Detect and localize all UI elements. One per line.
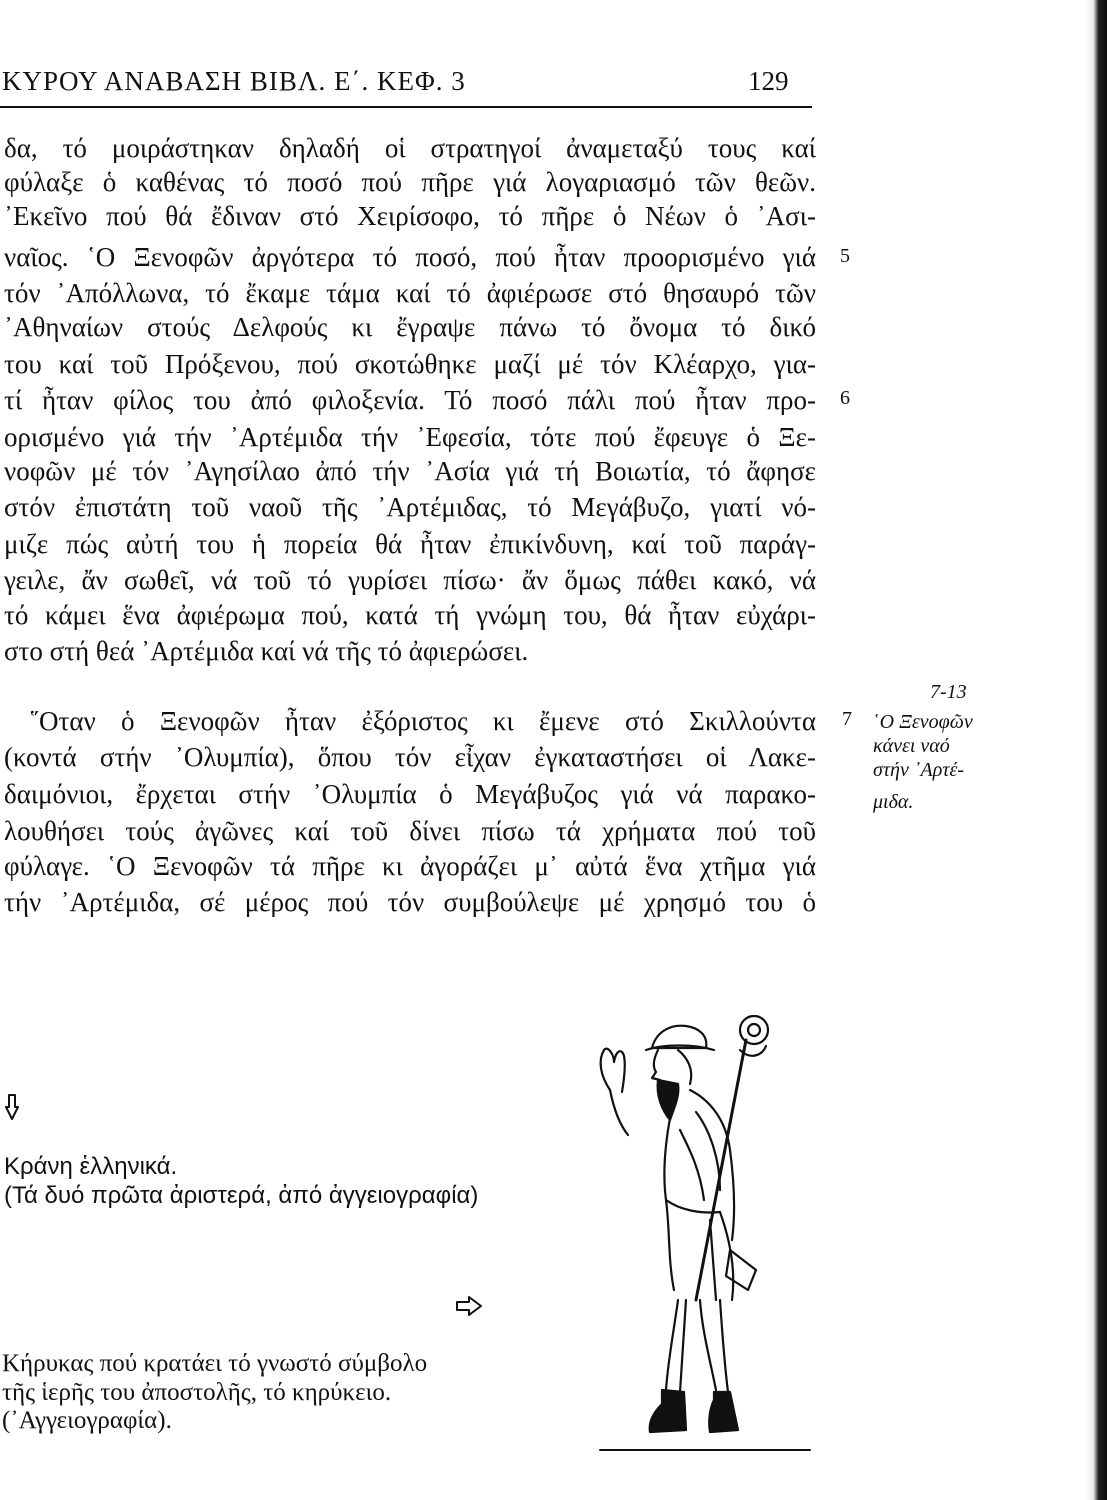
page-number: 129	[748, 66, 789, 96]
margin-note-line: ῾Ο Ξενοφῶν	[873, 711, 973, 733]
text-line: δα, τό μοιράστηκαν δηλαδή οἱ στρατηγοί ἀναμεταξύ τους καί	[4, 133, 816, 163]
margin-line-number: 5	[840, 245, 850, 267]
text-line: δαιμόνιοι, ἔρχεται στήν ᾿Ολυμπία ὁ Μεγάβυζος γιά νά παρακο-	[4, 779, 816, 809]
caption-herald-line: Κήρυκας πού κρατάει τό γνωστό σύμβολο	[2, 1350, 428, 1377]
caption-helmets-line: (Τά δυό πρῶτα ἀριστερά, ἀπό ἀγγειογραφία)	[4, 1182, 479, 1209]
caption-helmets-line: Κράνη ἑλληνικά.	[4, 1153, 178, 1180]
text-line: τό κάμει ἕνα ἀφιέρωμα πού, κατά τή γνώμη του, θά ἦταν εὐχάρι-	[4, 600, 816, 630]
text-line: (κοντά στήν ᾿Ολυμπία), ὅπου τόν εἶχαν ἐγκαταστήσει οἱ Λακε-	[4, 742, 816, 772]
text-line: στο στή θεά ᾿Αρτέμιδα καί νά τῆς τό ἀφιερώσει.	[4, 636, 529, 666]
text-line: μιζε πώς αὐτή του ἡ πορεία θά ἦταν ἐπικίνδυνη, καί τοῦ παράγ-	[4, 529, 816, 559]
running-header-title: ΚΥΡΟΥ ΑΝΑΒΑΣΗ ΒΙΒΛ. Ε΄. ΚΕΦ. 3	[2, 66, 466, 96]
text-line: νοφῶν μέ τόν ᾿Αγησίλαο ἀπό τήν ᾿Ασία γιά τή Βοιωτία, τό ἄφησε	[4, 456, 816, 486]
margin-note-line: κάνει ναό	[873, 735, 950, 757]
margin-line-number: 6	[840, 387, 850, 409]
caption-herald-line: τῆς ἱερῆς του ἀποστολῆς, τό κηρύκειο.	[2, 1379, 392, 1406]
text-line: γειλε, ἄν σωθεῖ, νά τοῦ τό γυρίσει πίσω· ἄν ὅμως πάθει κακό, νά	[4, 565, 816, 595]
text-line: του καί τοῦ Πρόξενου, πού σκοτώθηκε μαζί μέ τόν Κλέαρχο, για-	[4, 349, 816, 379]
margin-note-line: μιδα.	[873, 791, 914, 813]
text-line: ῞Οταν ὁ Ξενοφῶν ἦταν ἐξόριστος κι ἔμενε στό Σκιλλούντα	[30, 706, 816, 736]
text-line: ναῖος. ῾Ο Ξενοφῶν ἀργότερα τό ποσό, πού ἦταν προορισμένο γιά	[4, 242, 816, 272]
text-line: λουθήσει τούς ἀγῶνες καί τοῦ δίνει πίσω τά χρήματα πού τοῦ	[4, 816, 816, 846]
text-line: τήν ᾿Αρτέμιδα, σέ μέρος πού τόν συμβούλεψε μέ χρησμό του ὁ	[4, 887, 816, 917]
arrow-down-outline-icon	[5, 1093, 19, 1121]
text-line: στόν ἐπιστάτη τοῦ ναοῦ τῆς ᾿Αρτέμιδας, τό Μεγάβυζο, γιατί νό-	[4, 492, 816, 522]
header-rule	[0, 106, 812, 108]
herald-illustration	[570, 1000, 840, 1460]
margin-note-line: στήν ᾿Αρτέ-	[873, 759, 964, 781]
text-line: φύλαγε. ῾Ο Ξενοφῶν τά πῆρε κι ἀγοράζει μ᾿ αὐτά ἕνα χτῆμα γιά	[4, 851, 816, 881]
text-line: ᾿Εκεῖνο πού θά ἔδιναν στό Χειρίσοφο, τό πῆρε ὁ Νέων ὁ ᾿Ασι-	[4, 201, 816, 231]
book-binding-edge	[1086, 0, 1107, 1500]
text-line: ᾿Αθηναίων στούς Δελφούς κι ἔγραψε πάνω τό ὄνομα τό δικό	[4, 312, 816, 342]
text-line: φύλαξε ὁ καθένας τό ποσό πού πῆρε γιά λογαριασμό τῶν θεῶν.	[4, 167, 816, 197]
text-line: τόν ᾿Απόλλωνα, τό ἔκαμε τάμα καί τό ἀφιέρωσε στό θησαυρό τῶν	[4, 278, 816, 308]
margin-section-range: 7-13	[930, 681, 967, 703]
text-line: ορισμένο γιά τήν ᾿Αρτέμιδα τήν ᾿Εφεσία, τότε πού ἔφευγε ὁ Ξε-	[4, 422, 816, 452]
arrow-right-outline-icon	[455, 1295, 483, 1317]
caption-herald-line: (᾿Αγγειογραφία).	[2, 1407, 172, 1434]
margin-line-number: 7	[842, 708, 852, 730]
text-line: τί ἦταν φίλος του ἀπό φιλοξενία. Τό ποσό πάλι πού ἦταν προ-	[4, 385, 816, 415]
